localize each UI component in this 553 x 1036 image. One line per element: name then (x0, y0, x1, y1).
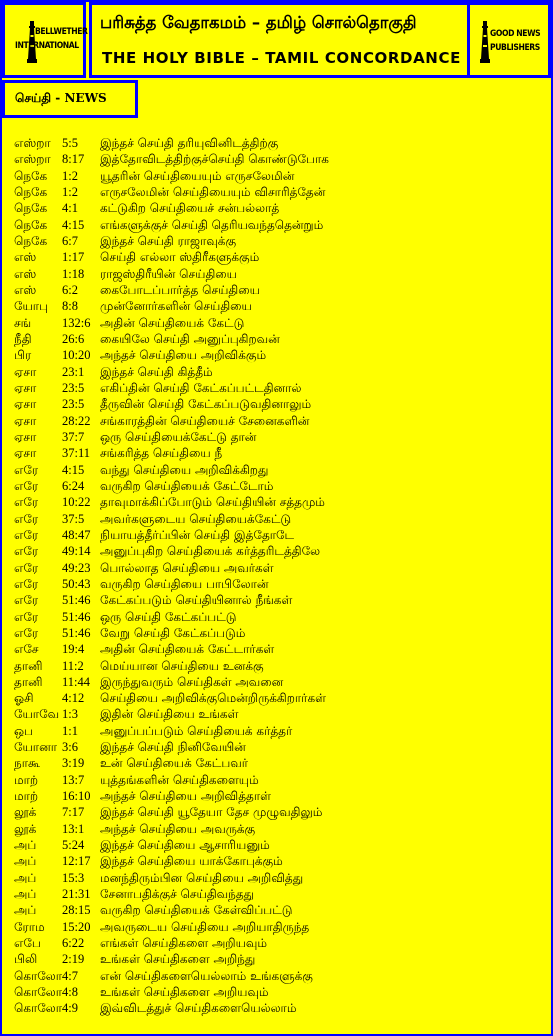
list-item (14, 821, 544, 837)
list-item (14, 478, 544, 494)
verse-snippet: உங்கள் செய்திகளை அறிந்து (100, 952, 256, 967)
list-item (14, 347, 544, 363)
verse-reference: 8:17 (62, 152, 85, 167)
verse-reference: 4:8 (62, 985, 78, 1000)
book-abbreviation: அப் (14, 870, 37, 885)
verse-snippet: என் செய்திகளையெல்லாம் உங்களுக்கு (100, 968, 313, 983)
book-abbreviation: எரே (14, 544, 39, 559)
list-item (14, 511, 544, 527)
verse-snippet: வருகிற செய்தியை பாபிலோன் (100, 576, 269, 591)
verse-reference: 5:24 (62, 838, 85, 853)
book-abbreviation: பிலி (14, 952, 38, 967)
verse-snippet: கட்டுகிற செய்தியைச் சன்பல்லாத் (100, 201, 280, 216)
list-item (14, 560, 544, 576)
list-item (14, 919, 544, 935)
list-item (14, 168, 544, 184)
verse-snippet: எகிப்தின் செய்தி கேட்கப்பட்டதினால் (100, 380, 302, 395)
verse-reference: 11:44 (62, 674, 91, 689)
book-abbreviation: எரே (14, 511, 39, 526)
verse-snippet: சங்கரித்த செய்தியை நீ (100, 446, 223, 461)
book-abbreviation: எசே (14, 642, 39, 657)
book-abbreviation: அப் (14, 903, 37, 918)
list-item (14, 658, 544, 674)
book-abbreviation: எஸ் (14, 250, 37, 265)
book-abbreviation: யோனா (14, 740, 57, 755)
book-abbreviation: அப் (14, 887, 37, 902)
book-abbreviation: ரோம (14, 919, 45, 934)
list-item (14, 135, 544, 151)
verse-snippet: அனுப்புகிற செய்தியைக் கர்த்தரிடத்திலே (100, 544, 321, 559)
book-abbreviation: கொலோ (14, 1001, 63, 1016)
list-item (14, 298, 544, 314)
list-item (14, 462, 544, 478)
verse-reference: 6:2 (62, 282, 78, 297)
verse-snippet: கையிலே செய்தி அனுப்புகிறவன் (100, 331, 280, 346)
book-abbreviation: லூக் (14, 805, 37, 820)
verse-reference: 15:20 (62, 919, 91, 934)
lighthouse-icon (480, 21, 490, 63)
book-abbreviation: ஏசா (14, 397, 37, 412)
verse-reference: 6:7 (62, 233, 78, 248)
list-item (14, 200, 544, 216)
verse-snippet: மெய்யான செய்தியை உனக்கு (100, 658, 264, 673)
verse-snippet: அந்தச் செய்தியை அறிவித்தாள் (100, 789, 271, 804)
verse-snippet: வேறு செய்தி கேட்கப்படும் (100, 625, 246, 640)
verse-reference: 8:8 (62, 299, 78, 314)
verse-snippet: செய்தி எல்லா ஸ்திரீகளுக்கும் (100, 250, 260, 265)
list-item (14, 429, 544, 445)
book-abbreviation: நெகே (14, 233, 48, 248)
verse-reference: 50:43 (62, 576, 91, 591)
verse-reference: 1:1 (62, 723, 78, 738)
list-item (14, 527, 544, 543)
verse-snippet: அனுப்பப்படும் செய்தியைக் கர்த்தர் (100, 723, 293, 738)
list-item (14, 592, 544, 608)
section-heading (15, 91, 107, 107)
book-abbreviation: எரே (14, 576, 39, 591)
list-item (14, 233, 544, 249)
bellwether-logo (2, 2, 86, 78)
book-abbreviation: ஏசா (14, 380, 37, 395)
list-item (14, 609, 544, 625)
verse-reference: 1:17 (62, 250, 85, 265)
verse-reference: 11:2 (62, 658, 84, 673)
verse-snippet: இத்தோவிடத்திற்குச்செய்தி கொண்டுபோக (100, 152, 329, 167)
verse-reference: 4:1 (62, 201, 78, 216)
verse-reference: 1:2 (62, 184, 78, 199)
list-item (14, 706, 544, 722)
verse-snippet: மனந்திரும்பின செய்தியை அறிவித்து (100, 870, 304, 885)
list-item (14, 690, 544, 706)
verse-reference: 51:46 (62, 625, 91, 640)
verse-snippet: உன் செய்தியைக் கேட்பவர் (100, 756, 249, 771)
book-abbreviation: எரே (14, 527, 39, 542)
title-english: THE HOLY BIBLE – TAMIL CONCORDANCE (102, 49, 461, 67)
verse-reference: 19:4 (62, 642, 85, 657)
book-abbreviation: எஸ் (14, 282, 37, 297)
verse-reference: 15:3 (62, 870, 85, 885)
verse-reference: 12:17 (62, 854, 91, 869)
book-abbreviation: எரே (14, 625, 39, 640)
book-abbreviation: கொலோ (14, 968, 63, 983)
verse-snippet: இதின் செய்தியை உங்கள் (100, 707, 239, 722)
verse-reference: 6:22 (62, 936, 85, 951)
book-abbreviation: சங் (14, 315, 32, 330)
list-item (14, 184, 544, 200)
list-item (14, 380, 544, 396)
verse-reference: 132:6 (62, 315, 91, 330)
verse-reference: 51:46 (62, 609, 91, 624)
verse-snippet: ராஜஸ்திரீயின் செய்தியை (100, 266, 237, 281)
verse-reference: 2:19 (62, 952, 85, 967)
verse-snippet: இந்தச் செய்தி நினிவேயின் (100, 740, 246, 755)
section-word-english: NEWS (64, 91, 107, 105)
verse-reference: 3:19 (62, 756, 85, 771)
verse-reference: 10:22 (62, 495, 91, 510)
book-abbreviation: ஏசா (14, 446, 37, 461)
verse-snippet: சேனாபதிக்குச் செய்திவந்தது (100, 887, 255, 902)
section-heading-box (2, 80, 138, 118)
verse-reference: 4:15 (62, 462, 85, 477)
verse-snippet: வருகிற செய்தியைக் கேள்விப்பட்டு (100, 903, 293, 918)
verse-reference: 26:6 (62, 331, 85, 346)
list-item (14, 935, 544, 951)
verse-snippet: அதின் செய்தியைக் கேட்டார்கள் (100, 642, 275, 657)
list-item (14, 331, 544, 347)
verse-reference: 51:46 (62, 593, 91, 608)
verse-snippet: இந்தச் செய்தி கித்தீம் (100, 364, 213, 379)
verse-snippet: அவர்களுடைய செய்தியைக்கேட்டு (100, 511, 292, 526)
verse-snippet: இவ்விடத்துச் செய்திகளையெல்லாம் (100, 1001, 297, 1016)
list-item (14, 755, 544, 771)
verse-snippet: எங்கள் செய்திகளை அறியவும் (100, 936, 268, 951)
list-item (14, 543, 544, 559)
list-item (14, 788, 544, 804)
book-abbreviation: தானி (14, 674, 43, 689)
list-item (14, 249, 544, 265)
verse-reference: 28:22 (62, 413, 91, 428)
verse-snippet: இந்தச் செய்தி தரியுவினிடத்திற்கு (100, 136, 279, 150)
list-item (14, 494, 544, 510)
list-item (14, 413, 544, 429)
list-item (14, 266, 544, 282)
list-item (14, 1000, 544, 1016)
list-item (14, 870, 544, 886)
book-abbreviation: யோவே (14, 707, 60, 722)
verse-reference: 37:7 (62, 429, 85, 444)
list-item (14, 282, 544, 298)
verse-snippet: கேட்கப்படும் செய்தியினால் நீங்கள் (100, 593, 293, 608)
verse-snippet: அந்தச் செய்தியை அறிவிக்கும் (100, 348, 267, 363)
book-abbreviation: மாற் (14, 789, 39, 804)
list-item (14, 445, 544, 461)
good-news-logo-text: GOOD NEWS PUBLISHERS (490, 29, 541, 53)
verse-snippet: அவருடைய செய்தியை அறியாதிருந்த (100, 919, 310, 934)
book-abbreviation: எரே (14, 495, 39, 510)
verse-snippet: இந்தச் செய்தியை ஆசாரியனும் (100, 838, 270, 853)
list-item (14, 625, 544, 641)
verse-snippet: நியாயத்தீர்ப்பின் செய்தி இத்தோடே (100, 527, 295, 542)
verse-reference: 37:11 (62, 446, 91, 461)
verse-reference: 13:7 (62, 772, 85, 787)
book-abbreviation: எஸ் (14, 266, 37, 281)
verse-reference: 1:2 (62, 168, 78, 183)
book-abbreviation: மாற் (14, 772, 39, 787)
book-abbreviation: நெகே (14, 168, 48, 183)
verse-snippet: வருகிற செய்தியைக் கேட்டோம் (100, 478, 274, 493)
book-abbreviation: நெகே (14, 217, 48, 232)
verse-reference: 21:31 (62, 887, 91, 902)
book-abbreviation: எரே (14, 593, 39, 608)
verse-reference: 48:47 (62, 527, 91, 542)
book-abbreviation: எஸ்றா (14, 152, 51, 167)
title-tamil: பரிசுத்த வேதாகமம் – தமிழ் சொல்தொகுதி (100, 13, 417, 32)
list-item (14, 315, 544, 331)
list-item (14, 674, 544, 690)
verse-snippet: இருந்துவரும் செய்திகள் அவனை (100, 674, 284, 689)
list-item (14, 151, 544, 167)
book-abbreviation: ஏசா (14, 429, 37, 444)
verse-reference: 1:18 (62, 266, 85, 281)
verse-reference: 5:5 (62, 136, 78, 150)
book-abbreviation: ஒப (14, 723, 33, 738)
verse-reference: 10:20 (62, 348, 91, 363)
title-box (89, 2, 473, 78)
book-abbreviation: அப் (14, 838, 37, 853)
list-item (14, 772, 544, 788)
book-abbreviation: ஏசா (14, 364, 37, 379)
book-abbreviation: எபே (14, 936, 41, 951)
list-item (14, 968, 544, 984)
verse-reference: 49:14 (62, 544, 91, 559)
verse-reference: 23:5 (62, 397, 85, 412)
book-abbreviation: எரே (14, 560, 39, 575)
book-abbreviation: நெகே (14, 184, 48, 199)
verse-reference: 23:5 (62, 380, 85, 395)
list-item (14, 641, 544, 657)
verse-reference: 49:23 (62, 560, 91, 575)
book-abbreviation: நாகூ (14, 756, 41, 771)
verse-snippet: தீருவின் செய்தி கேட்கப்படுவதினாலும் (100, 397, 312, 412)
verse-snippet: ஒரு செய்தி கேட்கப்பட்டு (100, 609, 237, 624)
verse-reference: 28:15 (62, 903, 91, 918)
verse-reference: 4:7 (62, 968, 78, 983)
verse-reference: 16:10 (62, 789, 91, 804)
concordance-list (14, 135, 544, 1017)
verse-reference: 23:1 (62, 364, 85, 379)
verse-snippet: எங்களுக்குச் செய்தி தெரியவந்ததென்றும் (100, 217, 324, 232)
list-item (14, 739, 544, 755)
book-abbreviation: யோபு (14, 299, 49, 314)
list-item (14, 804, 544, 820)
book-abbreviation: ஓசி (14, 691, 34, 706)
book-abbreviation: பிர (14, 348, 32, 363)
list-item (14, 364, 544, 380)
verse-snippet: பொல்லாத செய்தியை அவர்கள் (100, 560, 274, 575)
book-abbreviation: எஸ்றா (14, 136, 51, 150)
verse-snippet: இந்தச் செய்தி ராஜாவுக்கு (100, 233, 237, 248)
bellwether-logo-text: BELLWETHER INTERNATIONAL (15, 27, 88, 51)
good-news-logo (467, 2, 551, 78)
verse-reference: 37:5 (62, 511, 85, 526)
book-abbreviation: லூக் (14, 821, 37, 836)
verse-reference: 3:6 (62, 740, 78, 755)
list-item (14, 902, 544, 918)
verse-snippet: தாவுமாக்கிப்போடும் செய்தியின் சத்தமும் (100, 495, 325, 510)
book-abbreviation: எரே (14, 462, 39, 477)
verse-snippet: எருசலேமின் செய்தியையும் விசாரித்தேன் (100, 184, 326, 199)
verse-reference: 1:3 (62, 707, 78, 722)
verse-reference: 4:9 (62, 1001, 78, 1016)
book-abbreviation: எரே (14, 609, 39, 624)
header (0, 0, 553, 80)
book-abbreviation: கொலோ (14, 985, 63, 1000)
book-abbreviation: அப் (14, 854, 37, 869)
list-item (14, 853, 544, 869)
section-word-tamil: செய்தி (15, 91, 52, 105)
list-item (14, 723, 544, 739)
verse-reference: 4:12 (62, 691, 85, 706)
book-abbreviation: ஏசா (14, 413, 37, 428)
list-item (14, 984, 544, 1000)
list-item (14, 576, 544, 592)
verse-snippet: முன்னோர்களின் செய்தியை (100, 299, 252, 314)
verse-snippet: ஒரு செய்தியைக்கேட்டு தான் (100, 429, 257, 444)
verse-snippet: கைபோடப்பார்த்த செய்தியை (100, 282, 260, 297)
verse-snippet: செய்தியை அறிவிக்குமென்றிருக்கிறார்கள் (100, 691, 326, 706)
verse-reference: 4:15 (62, 217, 85, 232)
book-abbreviation: தானி (14, 658, 43, 673)
section-separator: - (51, 91, 65, 105)
list-item (14, 217, 544, 233)
list-item (14, 837, 544, 853)
book-abbreviation: நீதி (14, 331, 32, 346)
book-abbreviation: நெகே (14, 201, 48, 216)
verse-reference: 13:1 (62, 821, 85, 836)
verse-reference: 7:17 (62, 805, 85, 820)
verse-snippet: இந்தச் செய்தியை யாக்கோபுக்கும் (100, 854, 283, 869)
verse-snippet: உங்கள் செய்திகளை அறியவும் (100, 985, 269, 1000)
verse-snippet: அதின் செய்தியைக் கேட்டு (100, 315, 245, 330)
verse-snippet: வந்து செய்தியை அறிவிக்கிறது (100, 462, 269, 477)
verse-snippet: அந்தச் செய்தியை அவருக்கு (100, 821, 256, 836)
verse-snippet: யூதரின் செய்தியையும் எருசலேமின் (100, 168, 295, 183)
verse-snippet: சங்காரத்தின் செய்தியைச் சேனைகளின் (100, 413, 310, 428)
book-abbreviation: எரே (14, 478, 39, 493)
verse-snippet: யுத்தங்களின் செய்திகளையும் (100, 772, 259, 787)
verse-reference: 6:24 (62, 478, 85, 493)
list-item (14, 396, 544, 412)
list-item (14, 886, 544, 902)
verse-snippet: இந்தச் செய்தி யூதேயா தேச முழுவதிலும் (100, 805, 323, 820)
list-item (14, 951, 544, 967)
